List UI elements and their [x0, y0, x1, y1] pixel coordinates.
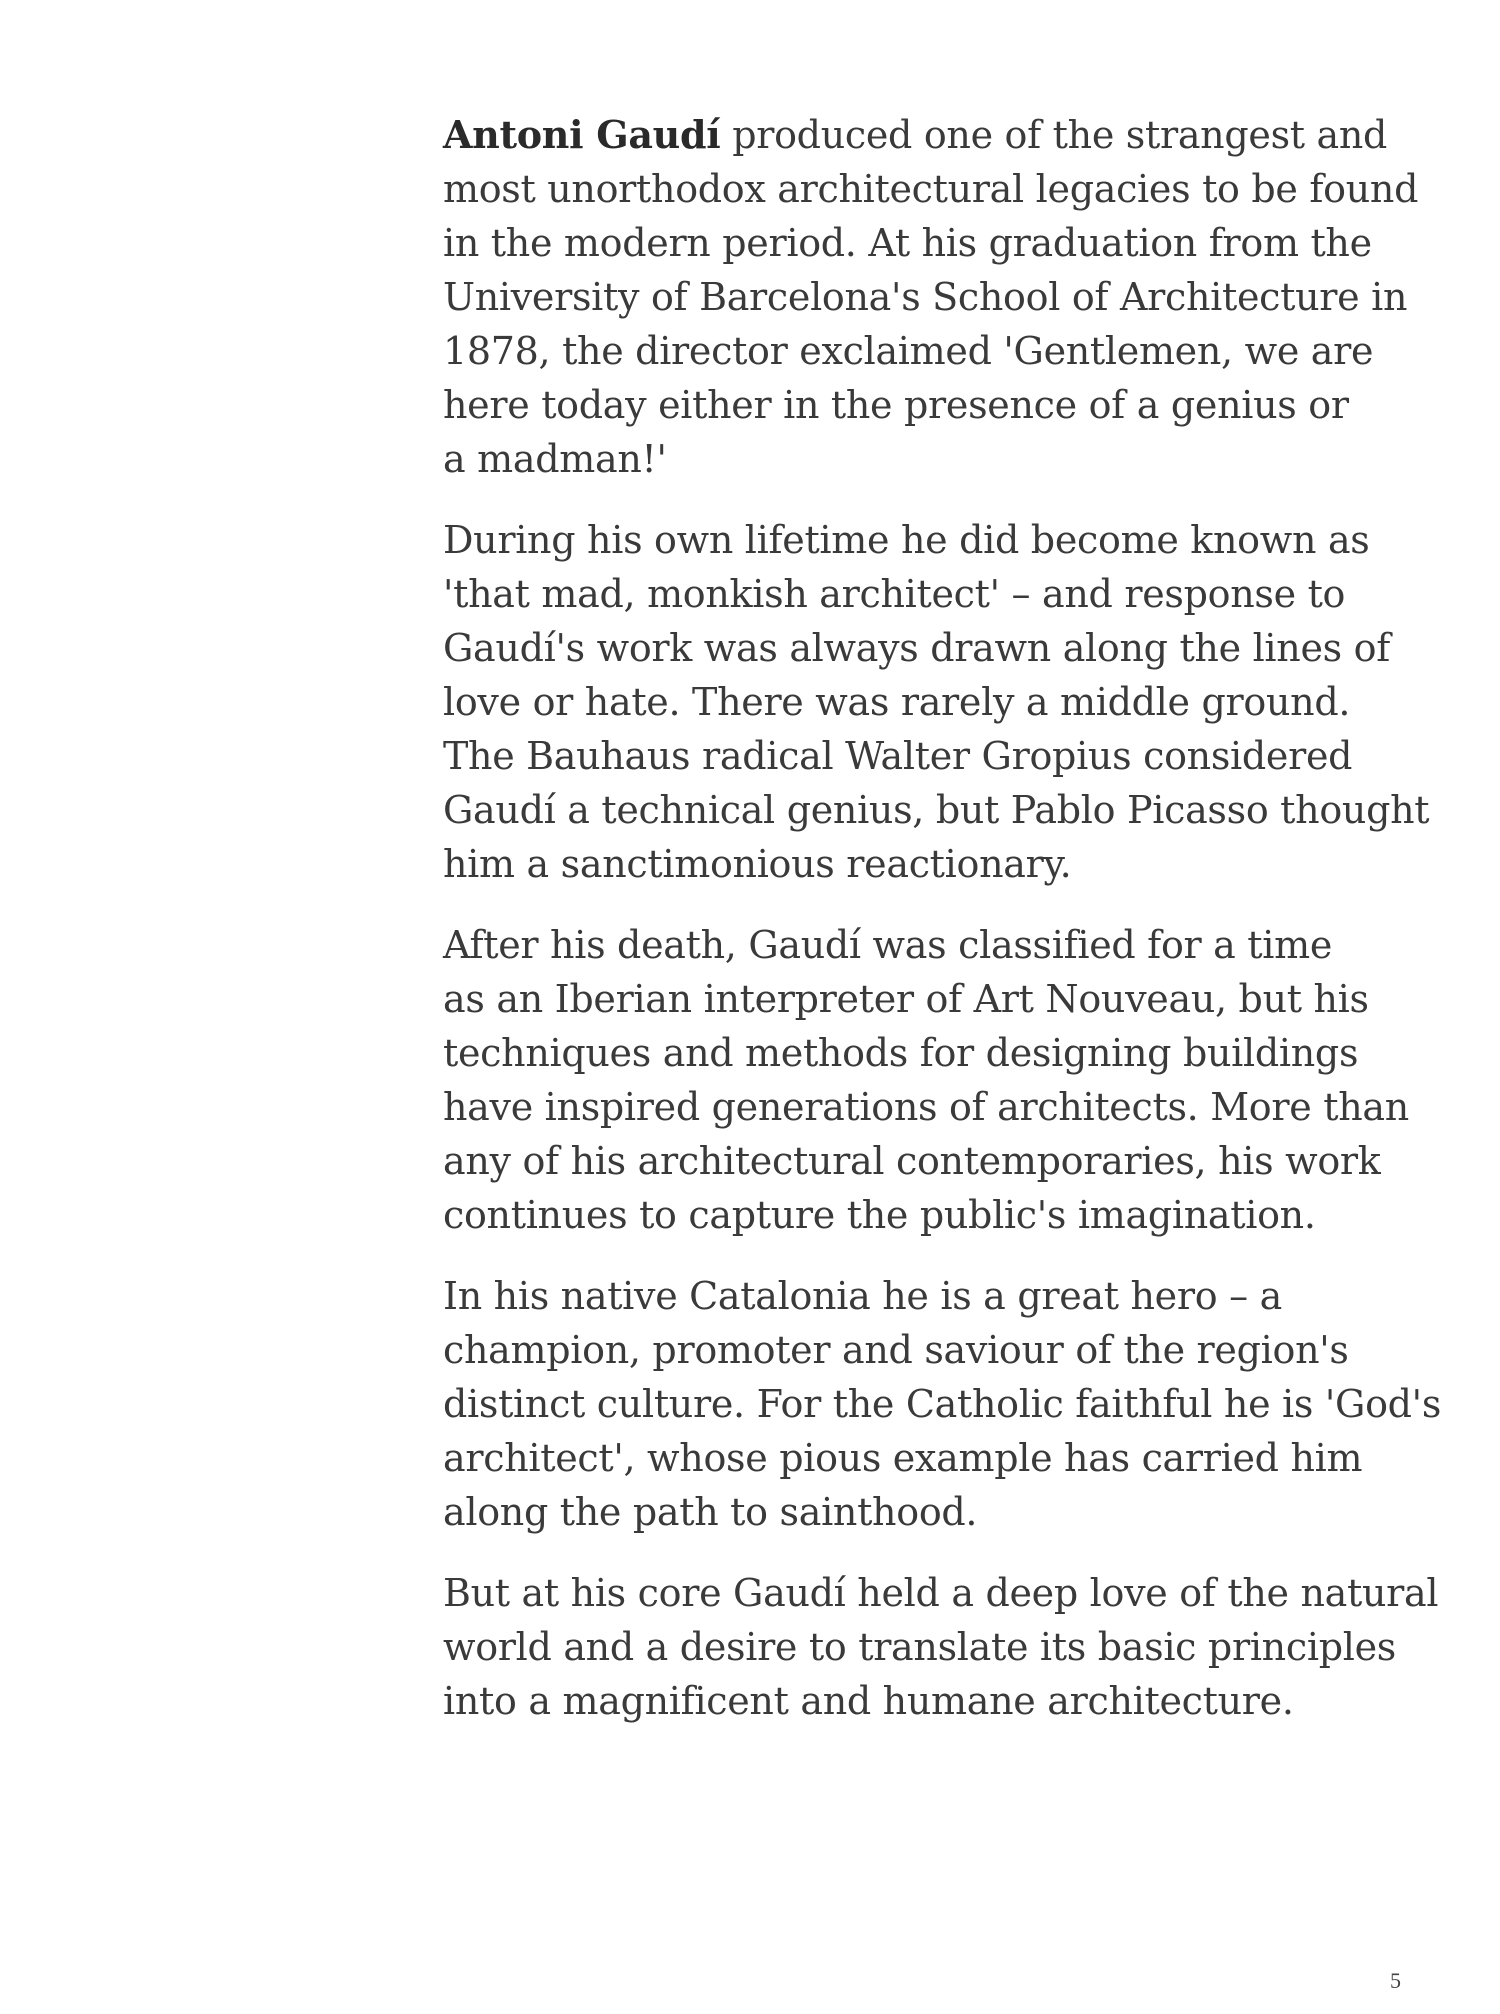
text-line: techniques and methods for designing buildings [443, 1031, 1359, 1075]
text-line: champion, promoter and saviour of the region's [443, 1328, 1349, 1372]
text-line: most unorthodox architectural legacies to be found [443, 167, 1419, 211]
text-line: After his death, Gaudí was classified for a time [443, 923, 1333, 967]
text-line: distinct culture. For the Catholic faithful he is 'God's [443, 1382, 1442, 1426]
text-line: along the path to sainthood. [443, 1490, 978, 1534]
text-line: The Bauhaus radical Walter Gropius considered [443, 734, 1353, 778]
paragraph-2 [443, 513, 1443, 891]
text-line: continues to capture the public's imagination. [443, 1193, 1316, 1237]
text-line: Antoni Gaudí produced one of the strangest and [443, 112, 1388, 157]
text-line: 'that mad, monkish architect' – and response to [443, 572, 1346, 616]
text-line: University of Barcelona's School of Architecture in [443, 275, 1408, 319]
paragraph-1 [443, 108, 1443, 486]
text-line: During his own lifetime he did become known as [443, 518, 1370, 562]
text-line: into a magnificent and humane architecture. [443, 1679, 1294, 1723]
text-line: any of his architectural contemporaries, his work [443, 1139, 1381, 1183]
page-number: 5 [1390, 1968, 1401, 1993]
text-line: In his native Catalonia he is a great hero – a [443, 1274, 1282, 1318]
text-line: 1878, the director exclaimed 'Gentlemen, we are [443, 329, 1374, 373]
text-line: a madman!' [443, 437, 667, 481]
paragraph-5 [443, 1566, 1443, 1728]
text-line: love or hate. There was rarely a middle ground. [443, 680, 1351, 724]
text-line: have inspired generations of architects. More than [443, 1085, 1409, 1129]
text-line: in the modern period. At his graduation from the [443, 221, 1372, 265]
text-line: Gaudí's work was always drawn along the lines of [443, 626, 1390, 670]
text-line: as an Iberian interpreter of Art Nouveau, but his [443, 977, 1369, 1021]
text-line: world and a desire to translate its basic principles [443, 1625, 1396, 1669]
text-line: Gaudí a technical genius, but Pablo Picasso thought [443, 788, 1430, 832]
lead-name: Antoni Gaudí [443, 112, 721, 157]
text-line: architect', whose pious example has carried him [443, 1436, 1363, 1480]
paragraph-3 [443, 918, 1443, 1242]
paragraph-4 [443, 1269, 1443, 1539]
body-text [443, 108, 1443, 1755]
text-line: But at his core Gaudí held a deep love of the natural [443, 1571, 1439, 1615]
text-line: here today either in the presence of a genius or [443, 383, 1349, 427]
text-line: him a sanctimonious reactionary. [443, 842, 1072, 886]
